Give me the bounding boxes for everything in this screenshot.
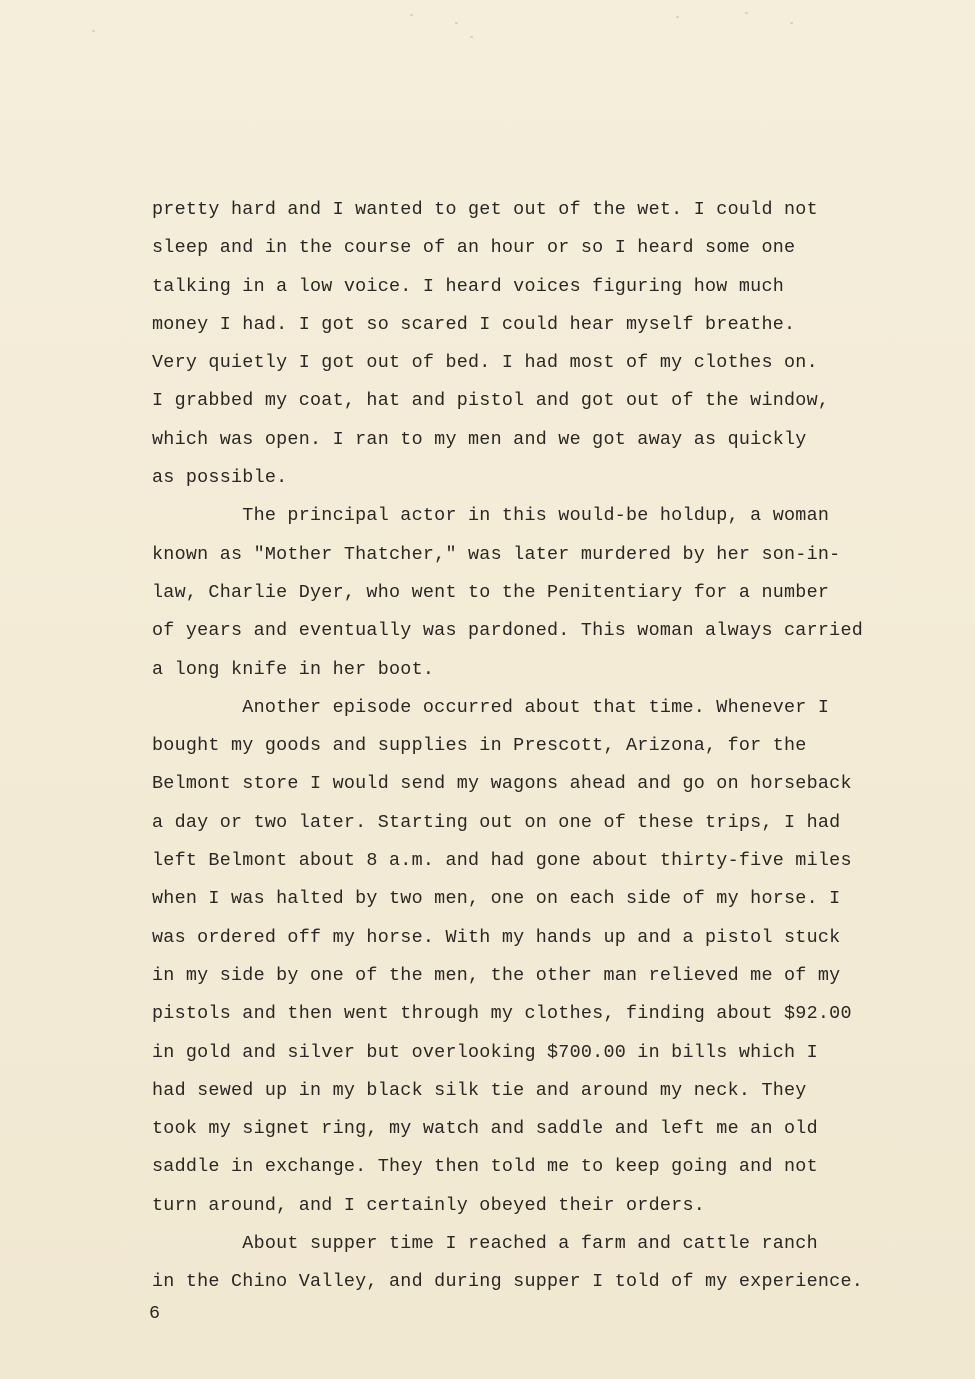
paper-speck (676, 16, 679, 18)
text-line: left Belmont about 8 a.m. and had gone about thirty-five miles (152, 850, 852, 872)
text-line: Belmont store I would send my wagons ahead and go on horseback (152, 773, 852, 795)
paper-speck (470, 36, 473, 38)
paper-speck (790, 22, 793, 24)
text-line: About supper time I reached a farm and cattle ranch (152, 1233, 818, 1255)
text-line: Very quietly I got out of bed. I had most of my clothes on. (152, 352, 818, 374)
text-line: money I had. I got so scared I could hear myself breathe. (152, 313, 796, 335)
text-line: in the Chino Valley, and during supper I told of my experience. (152, 1271, 864, 1293)
text-line: bought my goods and supplies in Prescott, Arizona, for the (152, 735, 807, 757)
text-line: talking in a low voice. I heard voices figuring how much (152, 275, 785, 297)
text-line: turn around, and I certainly obeyed their orders. (152, 1194, 706, 1216)
text-line: I grabbed my coat, hat and pistol and got out of the window, (152, 390, 830, 412)
text-line: sleep and in the course of an hour or so I heard some one (152, 237, 796, 259)
text-line: The principal actor in this would-be holdup, a woman (152, 505, 830, 527)
text-line: in my side by one of the men, the other man relieved me of my (152, 964, 841, 986)
text-line: known as "Mother Thatcher," was later murdered by her son-in- (152, 543, 841, 565)
text-line: of years and eventually was pardoned. This woman always carried (152, 620, 864, 642)
text-line: law, Charlie Dyer, who went to the Penitentiary for a number (152, 581, 830, 603)
text-line: as possible. (152, 467, 288, 489)
paper-speck (455, 22, 458, 24)
text-line: which was open. I ran to my men and we got away as quickly (152, 428, 807, 450)
paper-speck (92, 30, 95, 32)
text-line: pretty hard and I wanted to get out of the wet. I could not (152, 199, 818, 220)
paper-speck (745, 12, 748, 14)
text-line: in gold and silver but overlooking $700.00 in bills which I (152, 1041, 818, 1063)
text-line: when I was halted by two men, one on each side of my horse. I (152, 888, 841, 910)
paper-speck (410, 14, 413, 16)
typewritten-text (152, 191, 912, 1302)
page-number: 6 (149, 1303, 161, 1324)
text-line: had sewed up in my black silk tie and around my neck. They (152, 1079, 807, 1101)
text-line: took my signet ring, my watch and saddle and left me an old (152, 1118, 818, 1140)
text-line: a long knife in her boot. (152, 658, 435, 680)
text-line: a day or two later. Starting out on one of these trips, I had (152, 811, 841, 833)
text-line: pistols and then went through my clothes, finding about $92.00 (152, 1003, 852, 1025)
text-line: was ordered off my horse. With my hands up and a pistol stuck (152, 926, 841, 948)
text-line: saddle in exchange. They then told me to keep going and not (152, 1156, 818, 1178)
text-line: Another episode occurred about that time. Whenever I (152, 696, 830, 718)
